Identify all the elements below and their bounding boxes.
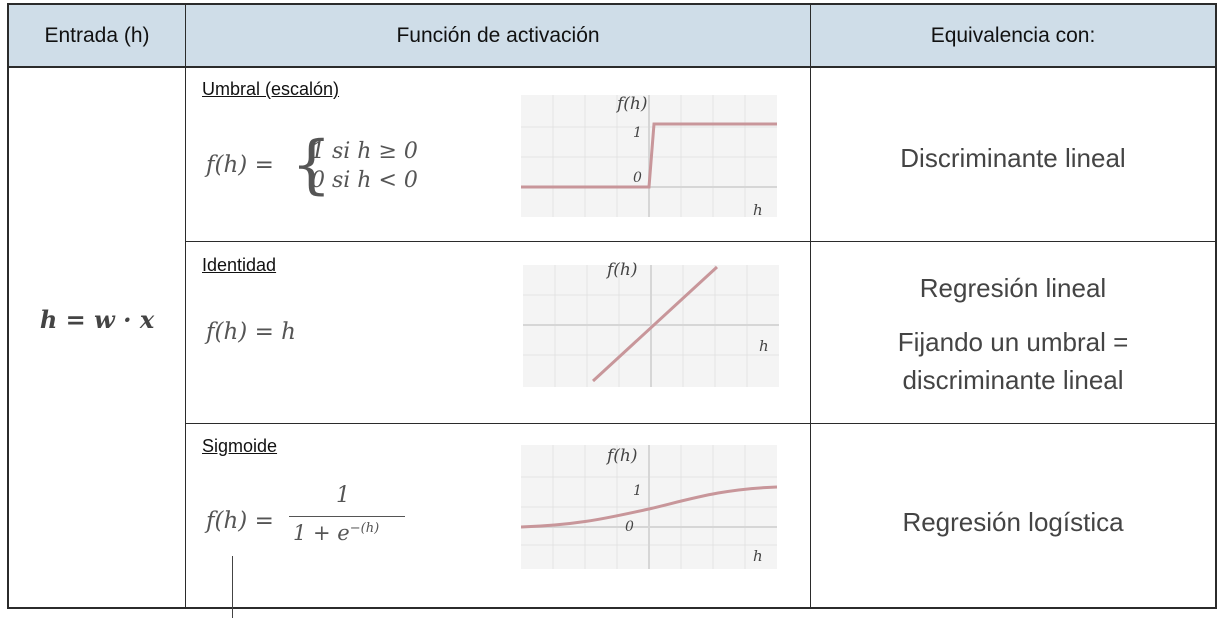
text-cursor-line [232,556,233,618]
formula-sigmoide-exponent: −(h) [349,521,380,536]
formula-umbral-case1: 1 si h ≥ 0 [311,139,418,164]
equiv-identidad-3: discriminante lineal [902,365,1124,395]
plot-step-ylabel: f(h) [617,94,648,114]
label-identidad: Identidad [202,255,277,275]
plot-identity-xlabel: h [759,337,769,355]
plot-step-tick-zero: 0 [633,170,642,186]
formula-sigmoide-denominator: $1 + e^{-(h)}$ [293,521,380,545]
plot-sigmoid-xlabel: h [753,547,763,565]
divider-row1 [185,241,1215,242]
label-sigmoide: Sigmoide [202,436,278,456]
formula-sigmoide-numerator: 1 [336,483,350,508]
plot-sigmoid-tick-zero: 0 [625,519,634,535]
plot-step-tick-one: 1 [633,125,642,141]
plot-sigmoid-tick-one: 1 [633,483,642,499]
equiv-sigmoide: Regresión logística [902,507,1124,537]
formula-sigmoide-lhs: f(h) = [206,508,274,534]
plot-step [521,87,781,219]
divider-col2 [810,5,811,609]
formula-identidad: f(h) = h [206,319,296,345]
header-equivalencia: Equivalencia con: [930,23,1096,47]
header-funcion: Función de activación [396,23,600,47]
equiv-umbral: Discriminante lineal [900,143,1126,173]
divider-row2 [185,423,1215,424]
brace-icon: { [291,128,332,202]
plot-sigmoid-ylabel: f(h) [607,446,638,466]
formula-umbral-lhs: f(h) = [206,152,274,178]
plot-identity [523,255,781,389]
equiv-identidad-1: Regresión lineal [919,273,1107,303]
label-umbral: Umbral (escalón) [202,79,340,99]
equiv-identidad-2: Fijando un umbral = [897,327,1129,357]
header-entrada: Entrada (h) [44,23,150,47]
divider-col1 [185,5,186,609]
plot-sigmoid [521,437,781,571]
input-formula: h = w · x [39,305,155,334]
table-header [9,5,1215,68]
activation-table [7,3,1217,609]
plot-identity-ylabel: f(h) [607,260,638,280]
formula-umbral-case2: 0 si h < 0 [311,168,418,193]
fraction-bar [289,516,405,517]
plot-step-xlabel: h [753,201,763,219]
